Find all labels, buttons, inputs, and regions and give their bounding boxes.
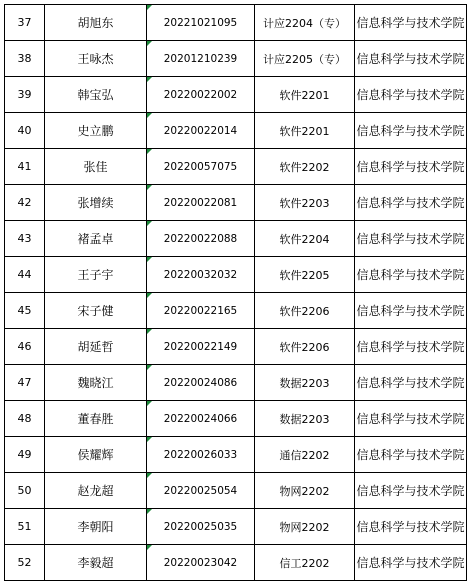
student-name-cell[interactable]: 侯耀辉 — [45, 437, 147, 473]
table-body — [5, 5, 467, 581]
student-id-cell[interactable]: 20220022002 — [147, 77, 255, 113]
class-cell[interactable]: 软件2202 — [255, 149, 355, 185]
student-id-cell[interactable]: 20220026033 — [147, 437, 255, 473]
table-row — [5, 257, 467, 293]
college-cell[interactable]: 信息科学与技术学院 — [355, 113, 467, 149]
row-number-cell[interactable]: 43 — [5, 221, 45, 257]
student-name-cell[interactable]: 张增续 — [45, 185, 147, 221]
college-cell[interactable]: 信息科学与技术学院 — [355, 41, 467, 77]
student-name-cell[interactable]: 王子宇 — [45, 257, 147, 293]
table-row — [5, 41, 467, 77]
table-row — [5, 113, 467, 149]
student-name-cell[interactable]: 李毅超 — [45, 545, 147, 581]
student-id-cell[interactable]: 20220024066 — [147, 401, 255, 437]
class-cell[interactable]: 软件2201 — [255, 77, 355, 113]
student-id-cell[interactable]: 20220022165 — [147, 293, 255, 329]
student-name-cell[interactable]: 王咏杰 — [45, 41, 147, 77]
table-row — [5, 473, 467, 509]
table-row — [5, 329, 467, 365]
row-number-cell[interactable]: 39 — [5, 77, 45, 113]
student-name-cell[interactable]: 褚孟卓 — [45, 221, 147, 257]
table-row — [5, 365, 467, 401]
college-cell[interactable]: 信息科学与技术学院 — [355, 257, 467, 293]
college-cell[interactable]: 信息科学与技术学院 — [355, 365, 467, 401]
student-id-cell[interactable]: 20220032032 — [147, 257, 255, 293]
table-row — [5, 509, 467, 545]
table-row — [5, 221, 467, 257]
table-row — [5, 185, 467, 221]
college-cell[interactable]: 信息科学与技术学院 — [355, 293, 467, 329]
student-id-cell[interactable]: 20220025035 — [147, 509, 255, 545]
table-row — [5, 437, 467, 473]
table-row — [5, 77, 467, 113]
class-cell[interactable]: 软件2203 — [255, 185, 355, 221]
row-number-cell[interactable]: 52 — [5, 545, 45, 581]
student-id-cell[interactable]: 20220024086 — [147, 365, 255, 401]
student-name-cell[interactable]: 魏晓江 — [45, 365, 147, 401]
student-id-cell[interactable]: 20220022088 — [147, 221, 255, 257]
table-row — [5, 293, 467, 329]
student-name-cell[interactable]: 宋子健 — [45, 293, 147, 329]
row-number-cell[interactable]: 48 — [5, 401, 45, 437]
college-cell[interactable]: 信息科学与技术学院 — [355, 5, 467, 41]
student-id-cell[interactable]: 20201210239 — [147, 41, 255, 77]
row-number-cell[interactable]: 47 — [5, 365, 45, 401]
class-cell[interactable]: 通信2202 — [255, 437, 355, 473]
row-number-cell[interactable]: 51 — [5, 509, 45, 545]
class-cell[interactable]: 软件2206 — [255, 329, 355, 365]
class-cell[interactable]: 物网2202 — [255, 473, 355, 509]
student-name-cell[interactable]: 董春胜 — [45, 401, 147, 437]
student-name-cell[interactable]: 史立鹏 — [45, 113, 147, 149]
class-cell[interactable]: 物网2202 — [255, 509, 355, 545]
student-id-cell[interactable]: 20220057075 — [147, 149, 255, 185]
class-cell[interactable]: 软件2206 — [255, 293, 355, 329]
class-cell[interactable]: 数据2203 — [255, 401, 355, 437]
table-row — [5, 401, 467, 437]
table-row — [5, 149, 467, 185]
class-cell[interactable]: 软件2201 — [255, 113, 355, 149]
college-cell[interactable]: 信息科学与技术学院 — [355, 401, 467, 437]
row-number-cell[interactable]: 42 — [5, 185, 45, 221]
class-cell[interactable]: 计应2205（专） — [255, 41, 355, 77]
college-cell[interactable]: 信息科学与技术学院 — [355, 185, 467, 221]
student-name-cell[interactable]: 胡旭东 — [45, 5, 147, 41]
table-row — [5, 5, 467, 41]
row-number-cell[interactable]: 45 — [5, 293, 45, 329]
student-name-cell[interactable]: 李朝阳 — [45, 509, 147, 545]
row-number-cell[interactable]: 41 — [5, 149, 45, 185]
row-number-cell[interactable]: 38 — [5, 41, 45, 77]
row-number-cell[interactable]: 44 — [5, 257, 45, 293]
table-row — [5, 545, 467, 581]
student-name-cell[interactable]: 张佳 — [45, 149, 147, 185]
student-name-cell[interactable]: 胡延哲 — [45, 329, 147, 365]
student-id-cell[interactable]: 20220023042 — [147, 545, 255, 581]
college-cell[interactable]: 信息科学与技术学院 — [355, 221, 467, 257]
college-cell[interactable]: 信息科学与技术学院 — [355, 77, 467, 113]
row-number-cell[interactable]: 46 — [5, 329, 45, 365]
class-cell[interactable]: 软件2204 — [255, 221, 355, 257]
student-id-cell[interactable]: 20221021095 — [147, 5, 255, 41]
class-cell[interactable]: 软件2205 — [255, 257, 355, 293]
student-id-cell[interactable]: 20220022014 — [147, 113, 255, 149]
class-cell[interactable]: 计应2204（专） — [255, 5, 355, 41]
college-cell[interactable]: 信息科学与技术学院 — [355, 149, 467, 185]
college-cell[interactable]: 信息科学与技术学院 — [355, 509, 467, 545]
student-id-cell[interactable]: 20220022149 — [147, 329, 255, 365]
student-name-cell[interactable]: 赵龙超 — [45, 473, 147, 509]
student-table — [4, 4, 467, 581]
college-cell[interactable]: 信息科学与技术学院 — [355, 473, 467, 509]
class-cell[interactable]: 信工2202 — [255, 545, 355, 581]
row-number-cell[interactable]: 50 — [5, 473, 45, 509]
college-cell[interactable]: 信息科学与技术学院 — [355, 545, 467, 581]
row-number-cell[interactable]: 40 — [5, 113, 45, 149]
student-id-cell[interactable]: 20220025054 — [147, 473, 255, 509]
class-cell[interactable]: 数据2203 — [255, 365, 355, 401]
row-number-cell[interactable]: 49 — [5, 437, 45, 473]
college-cell[interactable]: 信息科学与技术学院 — [355, 437, 467, 473]
student-name-cell[interactable]: 韩宝弘 — [45, 77, 147, 113]
student-id-cell[interactable]: 20220022081 — [147, 185, 255, 221]
college-cell[interactable]: 信息科学与技术学院 — [355, 329, 467, 365]
row-number-cell[interactable]: 37 — [5, 5, 45, 41]
